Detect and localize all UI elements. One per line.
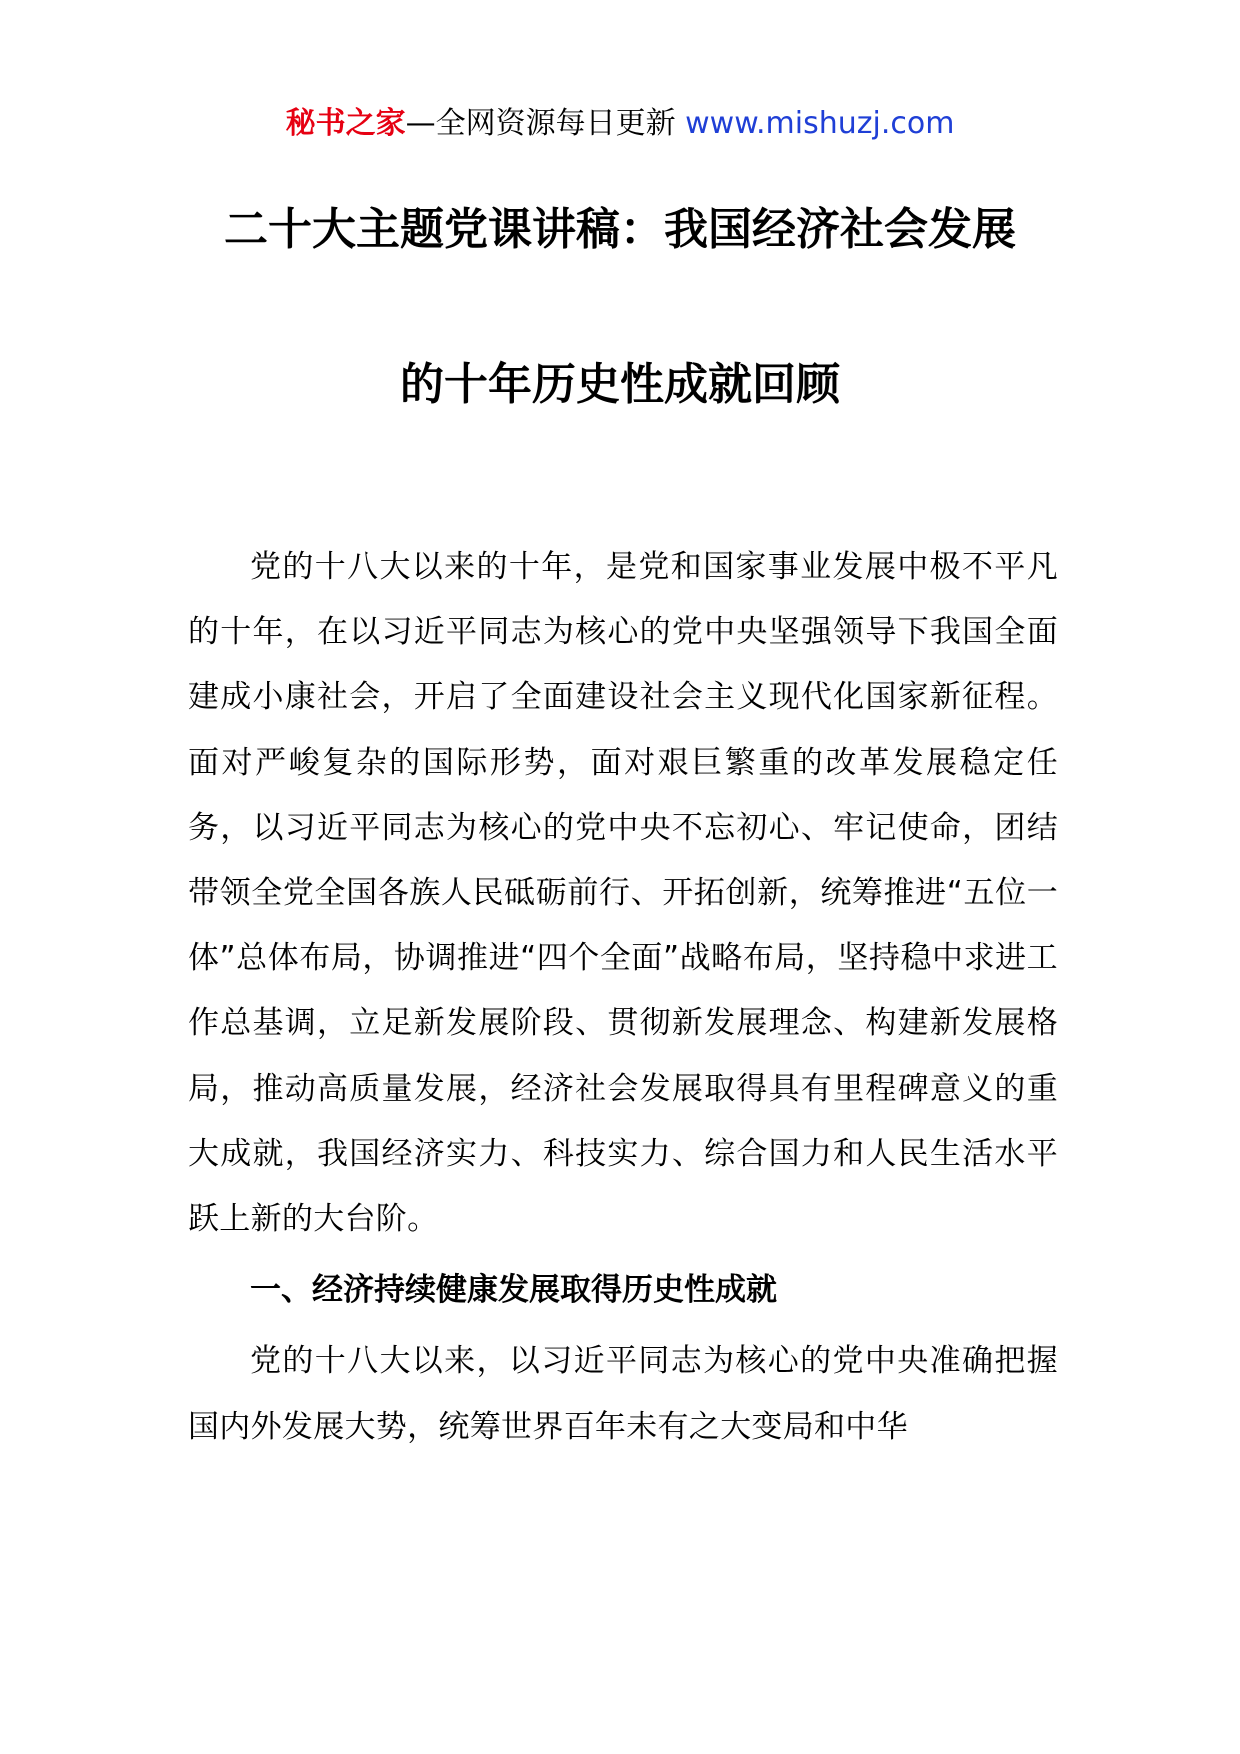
document-title-line-2: 的十年历史性成就回顾 (400, 359, 840, 410)
site-slogan: —全网资源每日更新 (405, 106, 676, 141)
body-paragraph-2: 党的十八大以来，以习近平同志为核心的党中央准确把握国内外发展大势，统筹世界百年未有之大变局和中华 (188, 1343, 1058, 1445)
site-url-link[interactable]: www.mishuzj.com (685, 106, 955, 141)
body-paragraph-1: 党的十八大以来的十年，是党和国家事业发展中极不平凡的十年，在以习近平同志为核心的党中央坚强领导下我国全面建成小康社会，开启了全面建设社会主义现代化国家新征程。面对严峻复杂的国际形势，面对艰巨繁重的改革发展稳定任务，以习近平同志为核心的党中央不忘初心、牢记使命，团结带领全党全国各族人民砥砺前行、开拓创新，统筹推进“五位一体”总体布局，协调推进“四个全面”战略布局，坚持稳中求进工作总基调，立足新发展阶段、贯彻新发展理念、构建新发展格局，推动高质量发展，经济社会发展取得具有里程碑意义的重大成就，我国经济实力、科技实力、综合国力和人民生活水平跃上新的大台阶。 (188, 549, 1058, 1238)
site-header-banner (0, 100, 1240, 148)
document-body (188, 535, 1058, 1460)
document-title-line-1: 二十大主题党课讲稿：我国经济社会发展 (224, 204, 1016, 255)
section-heading-1: 一、经济持续健康发展取得历史性成就 (250, 1272, 777, 1309)
brand-name: 秘书之家 (285, 106, 406, 141)
